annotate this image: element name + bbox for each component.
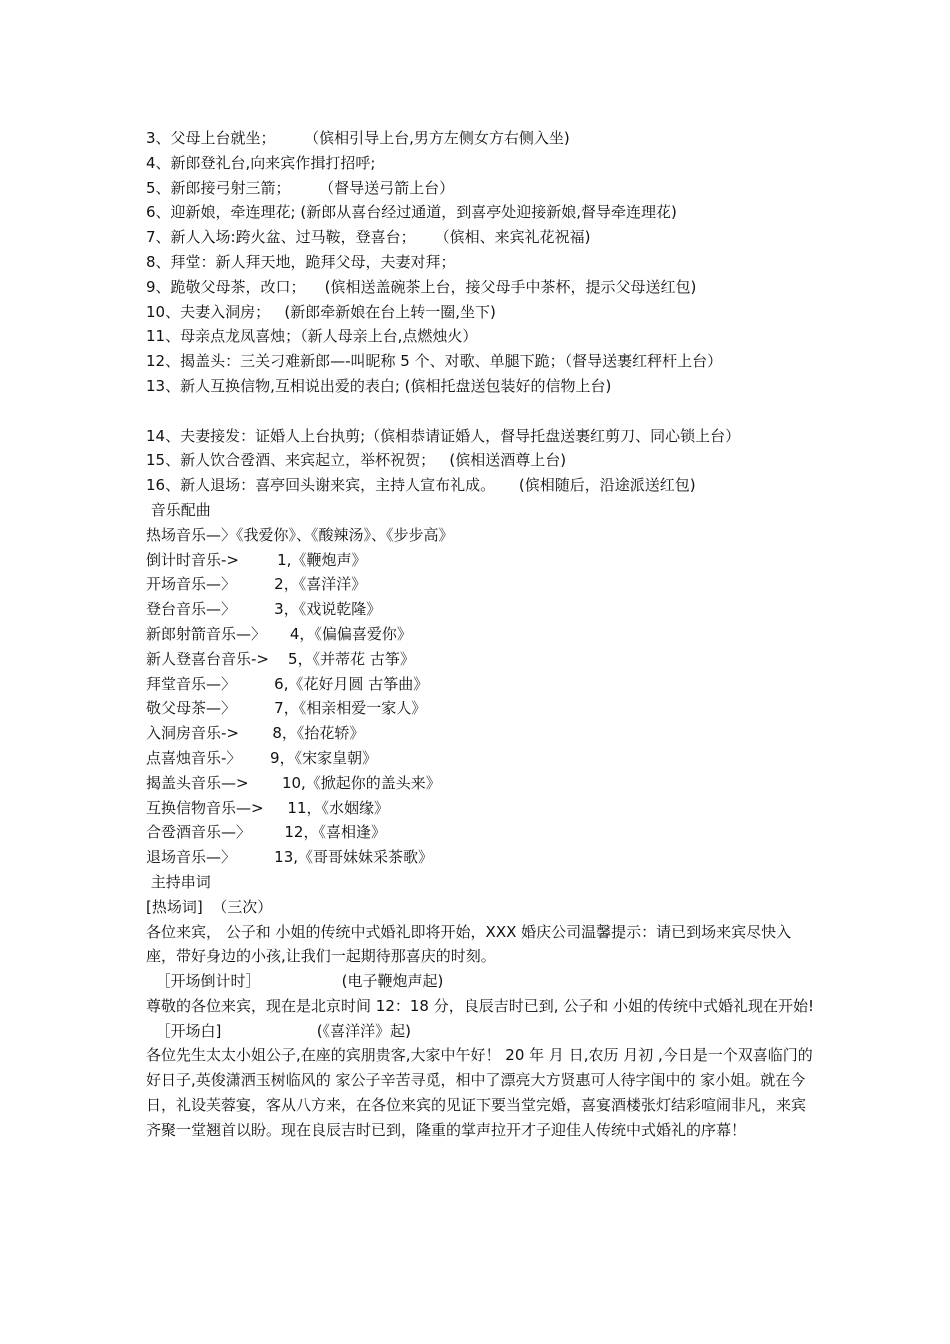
countdown-paragraph: 尊敬的各位来宾，现在是北京时间 12：18 分，良辰吉时已到, 公子和 小姐的传统中式婚礼现在开始! — [146, 996, 815, 1015]
music-line: 新人登喜台音乐-> 5，《并蒂花 古筝》 — [146, 649, 415, 668]
music-line: 点喜烛音乐-〉 9，《宋家皇朝》 — [146, 748, 378, 767]
step-line: 14、夫妻接发：证婚人上台执剪;（傧相恭请证婚人，督导托盘送裹红剪刀、同心锁上台） — [146, 426, 741, 445]
music-line: 热场音乐—〉《我爱你》、《酸辣汤》、《步步高》 — [146, 525, 454, 544]
blank-line — [146, 399, 816, 424]
music-line: 新郎射箭音乐—〉 4，《偏偏喜爱你》 — [146, 624, 412, 643]
step-line: 8、拜堂：新人拜天地，跪拜父母，夫妻对拜； — [146, 252, 456, 271]
warmup-paragraph: 各位来宾， 公子和 小姐的传统中式婚礼即将开始，XXX 婚庆公司温馨提示：请已到场来宾尽快入座，带好身边的小孩,让我们一起期待那喜庆的时刻。 — [146, 922, 792, 966]
music-line: 拜堂音乐—〉 6,《花好月圆 古筝曲》 — [146, 674, 429, 693]
step-line: 7、新人入场:跨火盆、过马鞍，登喜台； （傧相、来宾礼花祝福) — [146, 228, 591, 247]
music-list — [146, 523, 816, 870]
music-line: 揭盖头音乐—> 10,《掀起你的盖头来》 — [146, 773, 441, 792]
document-page — [146, 126, 816, 1143]
ceremony-steps-list — [146, 126, 816, 399]
step-line: 13、新人互换信物,互相说出爱的表白; (傧相托盘送包装好的信物上台) — [146, 376, 612, 395]
step-line: 3、父母上台就坐； （傧相引导上台,男方左侧女方右侧入坐) — [146, 129, 570, 147]
step-line: 4、新郎登礼台,向来宾作揖打招呼; — [146, 153, 376, 172]
step-line: 6、迎新娘，牵连理花; (新郎从喜台经过通道，到喜亭处迎接新娘,督导牵连理花) — [146, 203, 677, 222]
step-line: 16、新人退场：喜亭回头谢来宾，主持人宣布礼成。 (傧相随后，沿途派送红包) — [146, 476, 696, 495]
music-line: 合卺酒音乐—〉 12，《喜相逢》 — [146, 823, 386, 842]
opening-heading: ［开场白] (《喜洋洋》起) — [146, 1021, 411, 1040]
music-line: 倒计时音乐-> 1,《鞭炮声》 — [146, 550, 367, 569]
music-line: 登台音乐—〉 3，《戏说乾隆》 — [146, 600, 382, 619]
step-line: 11、母亲点龙凤喜烛；（新人母亲上台,点燃烛火） — [146, 327, 478, 346]
music-line: 互换信物音乐—> 11，《水姻缘》 — [146, 798, 389, 817]
ceremony-steps-list-continued — [146, 424, 816, 498]
step-line: 12、揭盖头：三关刁难新郎—-叫昵称 5 个、对歌、单腿下跪；（督导送裹红秤杆上台） — [146, 352, 723, 371]
countdown-heading: ［开场倒计时］ (电子鞭炮声起) — [146, 972, 444, 991]
music-line: 敬父母茶—〉 7，《相亲相爱一家人》 — [146, 699, 427, 718]
step-line: 10、夫妻入洞房； (新郎牵新娘在台上转一圈,坐下) — [146, 302, 496, 321]
step-line: 15、新人饮合卺酒、来宾起立，举杯祝贺； (傧相送酒尊上台) — [146, 451, 567, 470]
warmup-heading: [热场词] （三次） — [146, 897, 273, 916]
step-line: 9、跪敬父母茶，改口； (傧相送盖碗茶上台，接父母手中茶杯，提示父母送红包) — [146, 277, 697, 296]
music-line: 入洞房音乐-> 8，《抬花轿》 — [146, 724, 365, 743]
music-section-heading: 音乐配曲 — [146, 500, 211, 519]
host-script-heading: 主持串词 — [146, 872, 211, 891]
opening-paragraph: 各位先生太太小姐公子,在座的宾朋贵客,大家中午好！ 20 年 月 日,农历 月初 ,今日是一个双喜临门的好日子,英俊潇洒玉树临风的 家公子辛苦寻觅，相中了漂亮大方贤惠可人待字闺中的 家小姐。就在今日，礼设芙蓉宴，客从八方来，在各位来宾的见证下要当堂完婚，喜宴酒楼张灯结彩喧闹非凡，来宾齐聚一堂翘首以盼。现在良辰吉时已到，隆重的掌声拉开才子迎佳人传统中式婚礼的序幕！ — [146, 1046, 813, 1139]
step-line: 5、新郎接弓射三箭； （督导送弓箭上台） — [146, 178, 455, 197]
music-line: 退场音乐—〉 13,《哥哥妹妹采茶歌》 — [146, 848, 434, 867]
music-line: 开场音乐—〉 2，《喜洋洋》 — [146, 575, 367, 594]
